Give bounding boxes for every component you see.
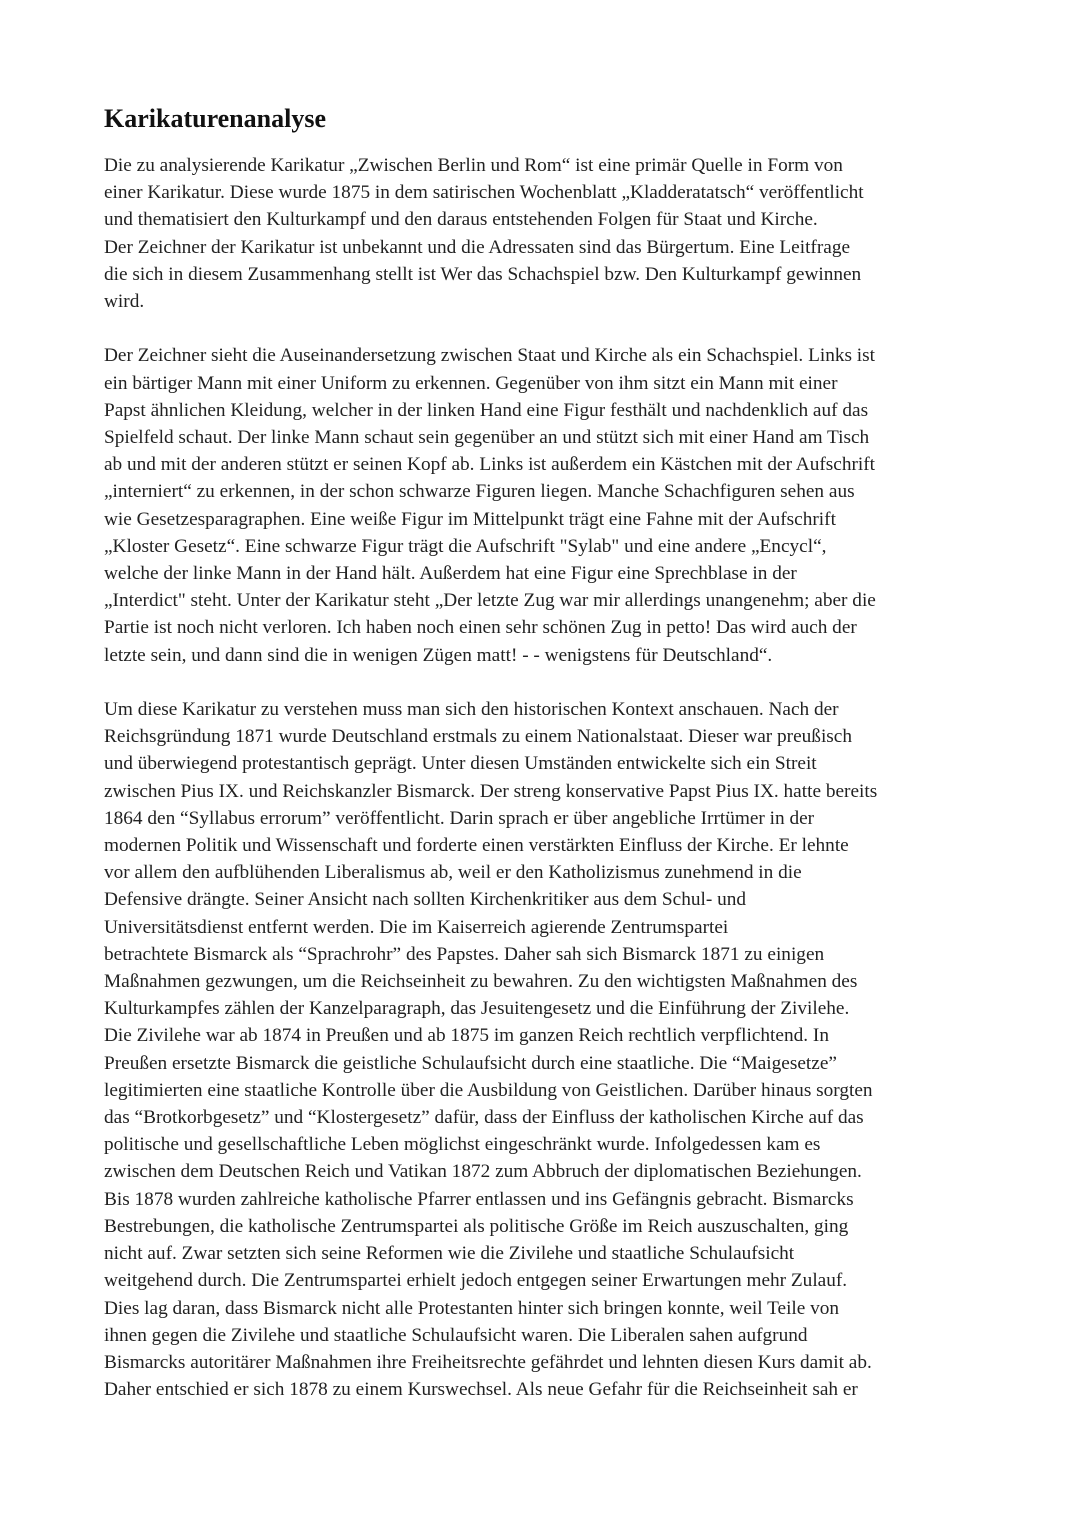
text-line: Um diese Karikatur zu verstehen muss man sich den historischen Kontext anschauen. Nach der	[104, 699, 839, 721]
text-line: „Kloster Gesetz“. Eine schwarze Figur trägt die Aufschrift "Sylab" und eine andere „Encycl“,	[104, 535, 827, 557]
text-line: ab und mit der anderen stützt er seinen Kopf ab. Links ist außerdem ein Kästchen mit der Aufschrift	[104, 454, 876, 476]
text-line: Defensive drängte. Seiner Ansicht nach sollten Kirchenkritiker aus dem Schul- und	[104, 889, 746, 911]
text-line: zwischen Pius IX. und Reichskanzler Bismarck. Der streng konservative Papst Pius IX. hatte bereits	[104, 780, 878, 802]
text-line: Die zu analysierende Karikatur „Zwischen Berlin und Rom“ ist eine primär Quelle in Form von	[104, 155, 843, 176]
text-line: betrachtete Bismarck als “Sprachrohr” des Papstes. Daher sah sich Bismarck 1871 zu einigen	[104, 943, 825, 965]
text-line: Bismarcks autoritärer Maßnahmen ihre Freiheitsrechte gefährdet und lehnten diesen Kurs damit ab.	[104, 1351, 872, 1373]
text-line: einer Karikatur. Diese wurde 1875 in dem satirischen Wochenblatt „Kladderatatsch“ veröffentlicht	[104, 182, 864, 204]
paragraph	[104, 152, 1004, 315]
paragraph	[104, 342, 1004, 668]
text-line: Universitätsdienst entfernt werden. Die im Kaiserreich agierende Zentrumspartei	[104, 916, 729, 938]
text-line: weitgehend durch. Die Zentrumspartei erhielt jedoch entgegen seiner Erwartungen mehr Zulauf.	[104, 1270, 848, 1292]
text-line: Die Zivilehe war ab 1874 in Preußen und ab 1875 im ganzen Reich rechtlich verpflichtend. In	[104, 1025, 829, 1047]
text-line: Papst ähnlichen Kleidung, welcher in der linken Hand eine Figur festhält und nachdenklich auf das	[104, 399, 869, 421]
text-line: und überwiegend protestantisch geprägt. Unter diesen Umständen entwickelte sich ein Streit	[104, 753, 817, 775]
text-line: Partie ist noch nicht verloren. Ich haben noch einen sehr schönen Zug in petto! Das wird auch der	[104, 617, 857, 639]
document-title: Karikaturenanalyse	[104, 104, 326, 133]
text-line: Daher entschied er sich 1878 zu einem Kurswechsel. Als neue Gefahr für die Reichseinheit sah er	[104, 1379, 858, 1401]
text-line: Maßnahmen gezwungen, um die Reichseinheit zu bewahren. Zu den wichtigsten Maßnahmen des	[104, 971, 858, 993]
text-line: die sich in diesem Zusammenhang stellt ist Wer das Schachspiel bzw. Den Kulturkampf gewinnen	[104, 263, 862, 285]
text-line: Dies lag daran, dass Bismarck nicht alle Protestanten hinter sich bringen konnte, weil Teile von	[104, 1297, 840, 1319]
text-line: zwischen dem Deutschen Reich und Vatikan 1872 zum Abbruch der diplomatischen Beziehungen.	[104, 1161, 862, 1183]
text-line: Der Zeichner sieht die Auseinandersetzung zwischen Staat und Kirche als ein Schachspiel. Links ist	[104, 345, 876, 367]
text-line: „Interdict" steht. Unter der Karikatur steht „Der letzte Zug war mir allerdings unangenehm; aber die	[104, 590, 876, 612]
text-line: 1864 den “Syllabus errorum” veröffentlicht. Darin sprach er über angebliche Irrtümer in der	[104, 807, 815, 829]
text-line: wie Gesetzesparagraphen. Eine weiße Figur im Mittelpunkt trägt eine Fahne mit der Aufschrift	[104, 508, 836, 530]
text-line: letzte sein, und dann sind die in wenigen Zügen matt! - - wenigstens für Deutschland“.	[104, 644, 773, 666]
text-line: ihnen gegen die Zivilehe und staatliche Schulaufsicht waren. Die Liberalen sahen aufgrund	[104, 1324, 808, 1346]
text-line: Reichsgründung 1871 wurde Deutschland erstmals zu einem Nationalstaat. Dieser war preußisch	[104, 726, 853, 748]
text-line: politische und gesellschaftliche Leben möglichst eingeschränkt wurde. Infolgedessen kam es	[104, 1134, 821, 1156]
text-line: Bestrebungen, die katholische Zentrumspartei als politische Größe im Reich auszuschalten, ging	[104, 1215, 849, 1237]
text-line: legitimierten eine staatliche Kontrolle über die Ausbildung von Geistlichen. Darüber hinaus sorgten	[104, 1079, 873, 1101]
document-page	[104, 100, 1004, 1403]
text-line: ein bärtiger Mann mit einer Uniform zu erkennen. Gegenüber von ihm sitzt ein Mann mit einer	[104, 372, 838, 394]
paragraph	[104, 696, 1004, 1403]
text-line: und thematisiert den Kulturkampf und den daraus entstehenden Folgen für Staat und Kirche.	[104, 209, 818, 231]
text-line: Preußen ersetzte Bismarck die geistliche Schulaufsicht durch eine staatliche. Die “Maigesetze”	[104, 1052, 837, 1074]
text-line: modernen Politik und Wissenschaft und forderte einen verstärkten Einfluss der Kirche. Er lehnte	[104, 835, 849, 857]
text-line: wird.	[104, 291, 145, 313]
text-line: welche der linke Mann in der Hand hält. Außerdem hat eine Figur eine Sprechblase in der	[104, 563, 797, 585]
text-line: „interniert“ zu erkennen, in der schon schwarze Figuren liegen. Manche Schachfiguren sehen aus	[104, 481, 855, 503]
text-line: Der Zeichner der Karikatur ist unbekannt und die Adressaten sind das Bürgertum. Eine Leitfrage	[104, 236, 851, 258]
text-line: Kulturkampfes zählen der Kanzelparagraph, das Jesuitengesetz und die Einführung der Zivilehe.	[104, 998, 850, 1020]
text-line: das “Brotkorbgesetz” und “Klostergesetz” dafür, dass der Einfluss der katholischen Kirche auf das	[104, 1107, 864, 1129]
text-line: Bis 1878 wurden zahlreiche katholische Pfarrer entlassen und ins Gefängnis gebracht. Bismarcks	[104, 1188, 854, 1210]
text-line: nicht auf. Zwar setzten sich seine Reformen wie die Zivilehe und staatliche Schulaufsicht	[104, 1243, 795, 1265]
text-line: Spielfeld schaut. Der linke Mann schaut sein gegenüber an und stützt sich mit einer Hand am Tisch	[104, 427, 870, 449]
text-line: vor allem den aufblühenden Liberalismus ab, weil er den Katholizismus zunehmend in die	[104, 862, 802, 884]
document-body	[104, 152, 1004, 1403]
